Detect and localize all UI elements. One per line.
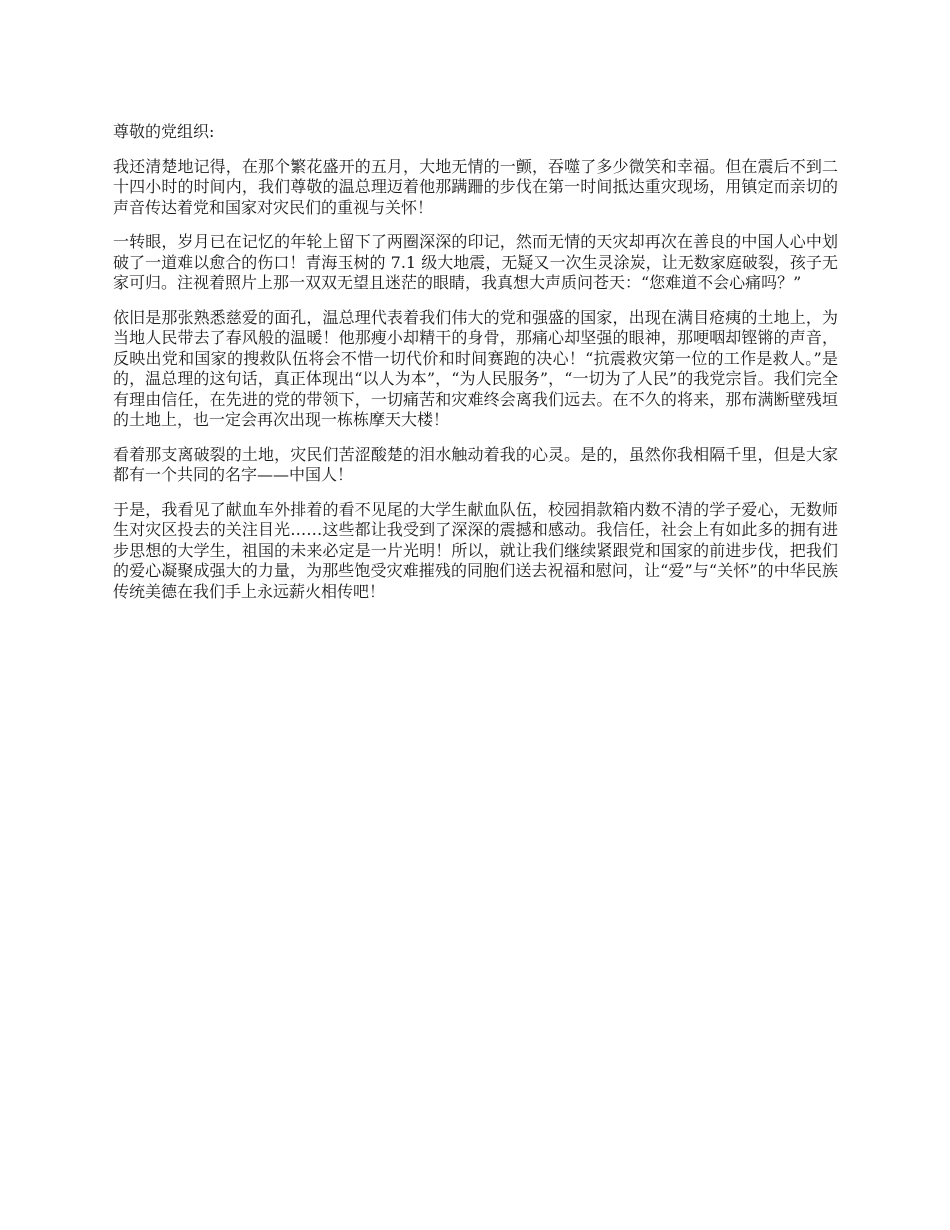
paragraph: 于是，我看见了献血车外排着的看不见尾的大学生献血队伍，校园捐款箱内数不清的学子爱心，无数师生对灾区投去的关注目光……这些都让我受到了深深的震撼和感动。我信任，社会上有如此多的拥有进步思想的大学生，祖国的未来必定是一片光明！所以，就让我们继续紧跟党和国家的前进步伐，把我们的爱心凝聚成强大的力量，为那些饱受灾难摧残的同胞们送去祝福和慰问，让“爱”与“关怀”的中华民族传统美德在我们手上永远薪火相传吧！ bbox=[113, 499, 838, 601]
salutation: 尊敬的党组织: bbox=[113, 122, 215, 141]
paragraph: 一转眼，岁月已在记忆的年轮上留下了两圈深深的印记，然而无情的天灾却再次在善良的中国人心中划破了一道难以愈合的伤口！青海玉树的 7.1 级大地震，无疑又一次生灵涂炭，让无数家庭破裂，孩子无家可归。注视着照片上那一双双无望且迷茫的眼睛，我真想大声质问苍天：“您难道不会心痛吗？” bbox=[113, 232, 838, 292]
paragraph: 看着那支离破裂的土地，灾民们苦涩酸楚的泪水触动着我的心灵。是的，虽然你我相隔千里，但是大家都有一个共同的名字——中国人！ bbox=[113, 444, 838, 484]
paragraph: 依旧是那张熟悉慈爱的面孔，温总理代表着我们伟大的党和强盛的国家，出现在满目疮痍的土地上，为当地人民带去了春风般的温暖！他那瘦小却精干的身骨，那痛心却坚强的眼神，那哽咽却铿锵的声音，反映出党和国家的搜救队伍将会不惜一切代价和时间赛跑的决心！“抗震救灾第一位的工作是救人。”是的，温总理的这句话，真正体现出“以人为本”，“为人民服务”，“一切为了人民”的我党宗旨。我们完全有理由信任，在先进的党的带领下，一切痛苦和灾难终会离我们远去。在不久的将来，那布满断壁残垣的土地上，也一定会再次出现一栋栋摩天大楼！ bbox=[113, 307, 838, 429]
paragraph: 我还清楚地记得，在那个繁花盛开的五月，大地无情的一颤，吞噬了多少微笑和幸福。但在震后不到二十四小时的时间内，我们尊敬的温总理迈着他那蹒跚的步伐在第一时间抵达重灾现场，用镇定而亲切的声音传达着党和国家对灾民们的重视与关怀！ bbox=[113, 156, 838, 217]
document-page bbox=[113, 122, 838, 616]
